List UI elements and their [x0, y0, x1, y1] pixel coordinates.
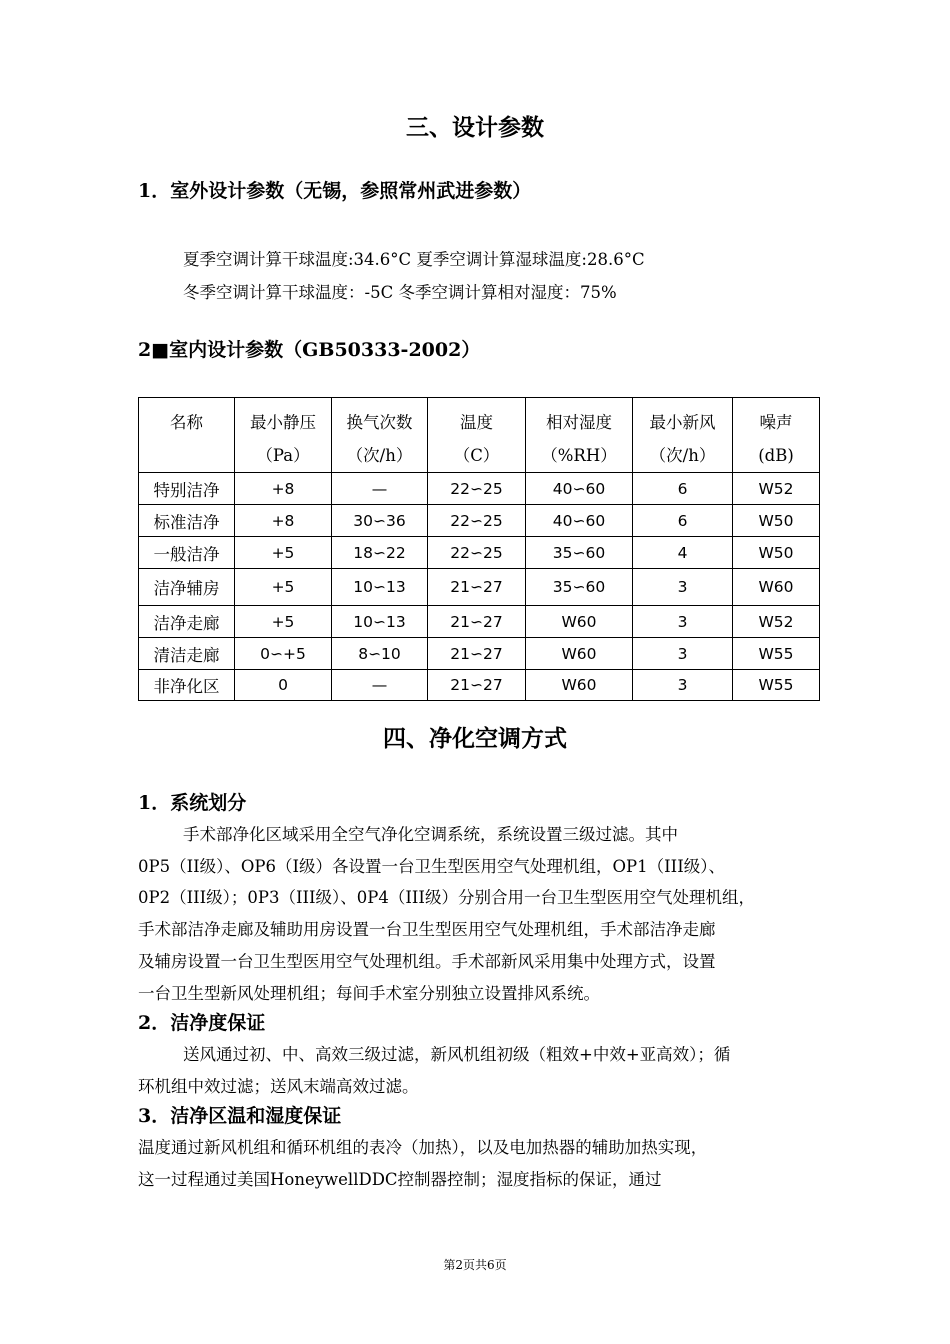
paragraph-line: 温度通过新风机组和循环机组的表冷（加热），以及电加热器的辅助加热实现，	[138, 1138, 708, 1157]
table-cell: 8∽10	[332, 638, 428, 670]
table-cell: 18∽22	[332, 537, 428, 569]
table-cell: 30∽36	[332, 505, 428, 537]
table-cell: 40∽60	[526, 505, 633, 537]
table-cell: 22∽25	[428, 537, 526, 569]
table-cell: 10∽13	[332, 606, 428, 638]
table-cell: —	[332, 670, 428, 701]
table-cell: W60	[526, 670, 633, 701]
header-name: 名称	[139, 398, 235, 473]
outdoor-summer-line: 夏季空调计算干球温度:34.6°C 夏季空调计算湿球温度:28.6°C	[183, 250, 645, 269]
table-cell-name: 一般洁净	[139, 537, 235, 569]
paragraph-line: 手术部洁净走廊及辅助用房设置一台卫生型医用空气处理机组，手术部洁净走廊	[138, 920, 716, 939]
table-cell-name: 非净化区	[139, 670, 235, 701]
table-cell: W60	[526, 638, 633, 670]
table-cell: 21∽27	[428, 670, 526, 701]
table-cell: 21∽27	[428, 638, 526, 670]
table-cell: W55	[733, 670, 820, 701]
table-cell: 35∽60	[526, 537, 633, 569]
header-air-changes: 换气次数 （次/h）	[332, 398, 428, 473]
table-cell: 6	[633, 505, 733, 537]
table-cell: W52	[733, 606, 820, 638]
table-row	[139, 505, 820, 537]
table-header-row	[139, 398, 820, 473]
table-row	[139, 670, 820, 701]
table-cell: 3	[633, 670, 733, 701]
table-row	[139, 569, 820, 606]
table-cell-name: 洁净走廊	[139, 606, 235, 638]
table-cell: W52	[733, 473, 820, 505]
paragraph-line: 送风通过初、中、高效三级过滤，新风机组初级（粗效+中效+亚高效）；循	[183, 1045, 731, 1064]
table-cell: +5	[235, 606, 332, 638]
table-row	[139, 537, 820, 569]
table-cell: W50	[733, 537, 820, 569]
section-title-design-params: 三、设计参数	[406, 114, 544, 141]
cleanliness-heading: 2．洁净度保证	[138, 1012, 266, 1034]
table-cell: 40∽60	[526, 473, 633, 505]
paragraph-line: 0P5（II级）、OP6（I级）各设置一台卫生型医用空气处理机组，OP1（III级）、	[138, 857, 725, 876]
table-cell: 0∽+5	[235, 638, 332, 670]
table-cell: +5	[235, 569, 332, 606]
table-cell: 22∽25	[428, 473, 526, 505]
page-footer: 第2页共6页	[443, 1258, 507, 1272]
table-row	[139, 606, 820, 638]
header-temperature: 温度 （C）	[428, 398, 526, 473]
table-row	[139, 473, 820, 505]
table-cell: 22∽25	[428, 505, 526, 537]
table-cell: W60	[526, 606, 633, 638]
header-min-static-pressure: 最小静压 （Pa）	[235, 398, 332, 473]
table-cell-name: 清洁走廊	[139, 638, 235, 670]
paragraph-line: 0P2（III级）；0P3（III级）、0P4（III级）分别合用一台卫生型医用空气处理机组，	[138, 888, 755, 907]
table-cell: +8	[235, 505, 332, 537]
header-relative-humidity: 相对湿度 （%RH）	[526, 398, 633, 473]
indoor-params-table	[138, 397, 820, 701]
table-cell-name: 特别洁净	[139, 473, 235, 505]
paragraph-line: 这一过程通过美国HoneywellDDC控制器控制；湿度指标的保证，通过	[138, 1170, 662, 1189]
table-cell: +5	[235, 537, 332, 569]
table-cell: +8	[235, 473, 332, 505]
table-cell: 35∽60	[526, 569, 633, 606]
paragraph-line: 环机组中效过滤；送风末端高效过滤。	[138, 1077, 419, 1096]
table-row	[139, 638, 820, 670]
table-cell: 6	[633, 473, 733, 505]
paragraph-line: 一台卫生型新风处理机组；每间手术室分别独立设置排风系统。	[138, 984, 600, 1003]
paragraph-line: 及辅房设置一台卫生型医用空气处理机组。手术部新风采用集中处理方式，设置	[138, 952, 716, 971]
table-cell: 21∽27	[428, 606, 526, 638]
table-cell: —	[332, 473, 428, 505]
table-cell-name: 洁净辅房	[139, 569, 235, 606]
paragraph-line: 手术部净化区域采用全空气净化空调系统，系统设置三级过滤。其中	[183, 825, 678, 844]
table-cell-name: 标准洁净	[139, 505, 235, 537]
header-min-fresh-air: 最小新风 （次/h）	[633, 398, 733, 473]
table-cell: W55	[733, 638, 820, 670]
table-cell: 21∽27	[428, 569, 526, 606]
header-noise: 噪声 (dB)	[733, 398, 820, 473]
table-cell: 0	[235, 670, 332, 701]
table-cell: W60	[733, 569, 820, 606]
outdoor-params-heading: 1．室外设计参数（无锡，参照常州武进参数）	[138, 180, 532, 202]
table-cell: 4	[633, 537, 733, 569]
section-title-hvac-method: 四、净化空调方式	[383, 725, 567, 752]
indoor-params-heading: 2■室内设计参数（GB50333-2002）	[138, 339, 481, 361]
table-cell: 3	[633, 569, 733, 606]
temp-humidity-heading: 3．洁净区温和湿度保证	[138, 1105, 342, 1127]
table-cell: 3	[633, 638, 733, 670]
table-cell: 10∽13	[332, 569, 428, 606]
outdoor-winter-line: 冬季空调计算干球温度：-5C 冬季空调计算相对湿度：75%	[183, 283, 617, 302]
table-cell: 3	[633, 606, 733, 638]
table-cell: W50	[733, 505, 820, 537]
system-division-heading: 1．系统划分	[138, 792, 247, 814]
